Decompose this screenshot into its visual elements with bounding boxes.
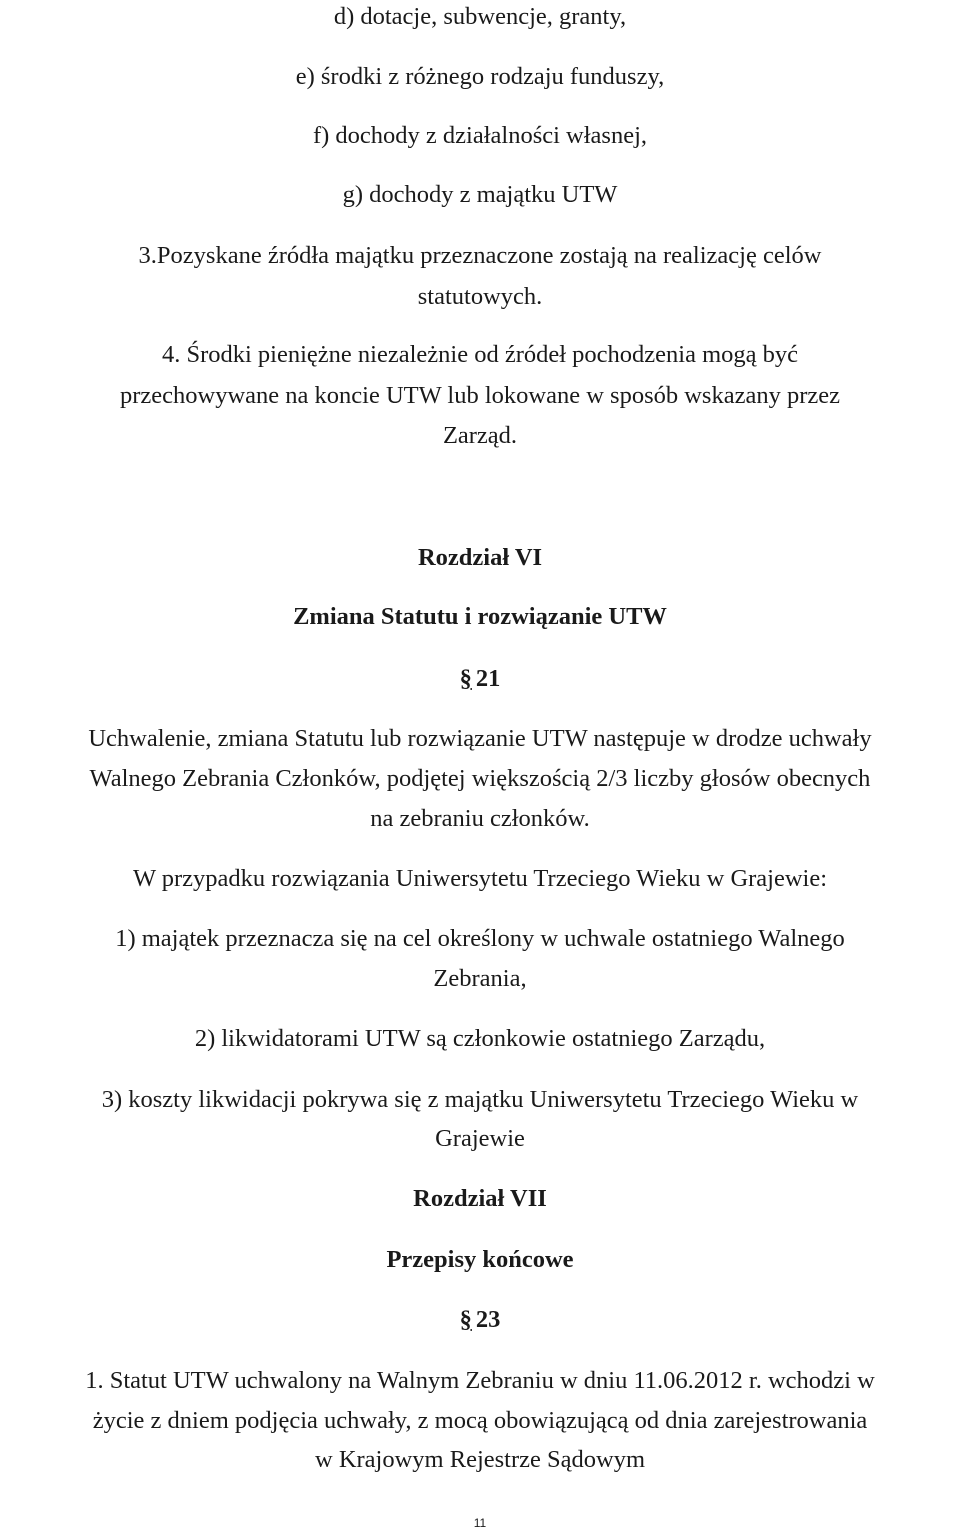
chapter-7-heading: Rozdział VII [413,1185,547,1212]
section-23-text-line-2: życie z dniem podjęcia uchwały, z mocą obowiązującą od dnia zarejestrowania [92,1407,868,1434]
page-number: 11 [473,1516,487,1530]
section-21-number: 21 [475,665,501,692]
paragraph-4-line-3: Zarząd. [442,422,518,449]
dissolution-item-3-line-2: Grajewie [435,1125,525,1152]
section-sign-icon: § [459,665,472,692]
chapter-7-title: Przepisy końcowe [386,1246,574,1273]
chapter-6-heading: Rozdział VI [417,544,543,571]
paragraph-4-line-1: 4. Środki pieniężne niezależnie od źródeł pochodzenia mogą być [161,341,799,368]
paragraph-3-line-1: 3.Pozyskane źródła majątku przeznaczone zostają na realizację celów [138,242,822,269]
dissolution-item-3-line-1: 3) koszty likwidacji pokrywa się z majątku Uniwersytetu Trzeciego Wieku w [101,1086,859,1113]
dissolution-item-1-line-2: Zebrania, [433,965,527,992]
list-item-e: e) środki z różnego rodzaju funduszy, [295,63,665,90]
list-item-g: g) dochody z majątku UTW [342,181,618,208]
section-21-text-line-2: Walnego Zebrania Członków, podjętej większością 2/3 liczby głosów obecnych [89,765,871,792]
section-23-mark [0,1305,960,1335]
section-23-text-line-3: w Krajowym Rejestrze Sądowym [315,1446,645,1473]
section-23-number: 23 [475,1306,501,1333]
list-item-f: f) dochody z działalności własnej, [312,122,648,149]
section-21-mark [0,664,960,694]
list-item-d: d) dotacje, subwencje, granty, [333,3,627,30]
dissolution-intro: W przypadku rozwiązania Uniwersytetu Trzeciego Wieku w Grajewie: [132,865,828,892]
dissolution-item-1-line-1: 1) majątek przeznacza się na cel określony w uchwale ostatniego Walnego [115,925,845,952]
paragraph-3-line-2: statutowych. [417,283,543,310]
section-21-text-line-3: na zebraniu członków. [370,805,590,832]
section-sign-icon: § [459,1306,472,1333]
section-23-text-line-1: 1. Statut UTW uchwalony na Walnym Zebraniu w dniu 11.06.2012 r. wchodzi w [85,1367,875,1394]
paragraph-4-line-2: przechowywane na koncie UTW lub lokowane w sposób wskazany przez [119,382,840,409]
dissolution-item-2: 2) likwidatorami UTW są członkowie ostatniego Zarządu, [194,1025,766,1052]
section-21-text-line-1: Uchwalenie, zmiana Statutu lub rozwiązanie UTW następuje w drodze uchwały [88,725,872,752]
chapter-6-title: Zmiana Statutu i rozwiązanie UTW [293,603,667,630]
